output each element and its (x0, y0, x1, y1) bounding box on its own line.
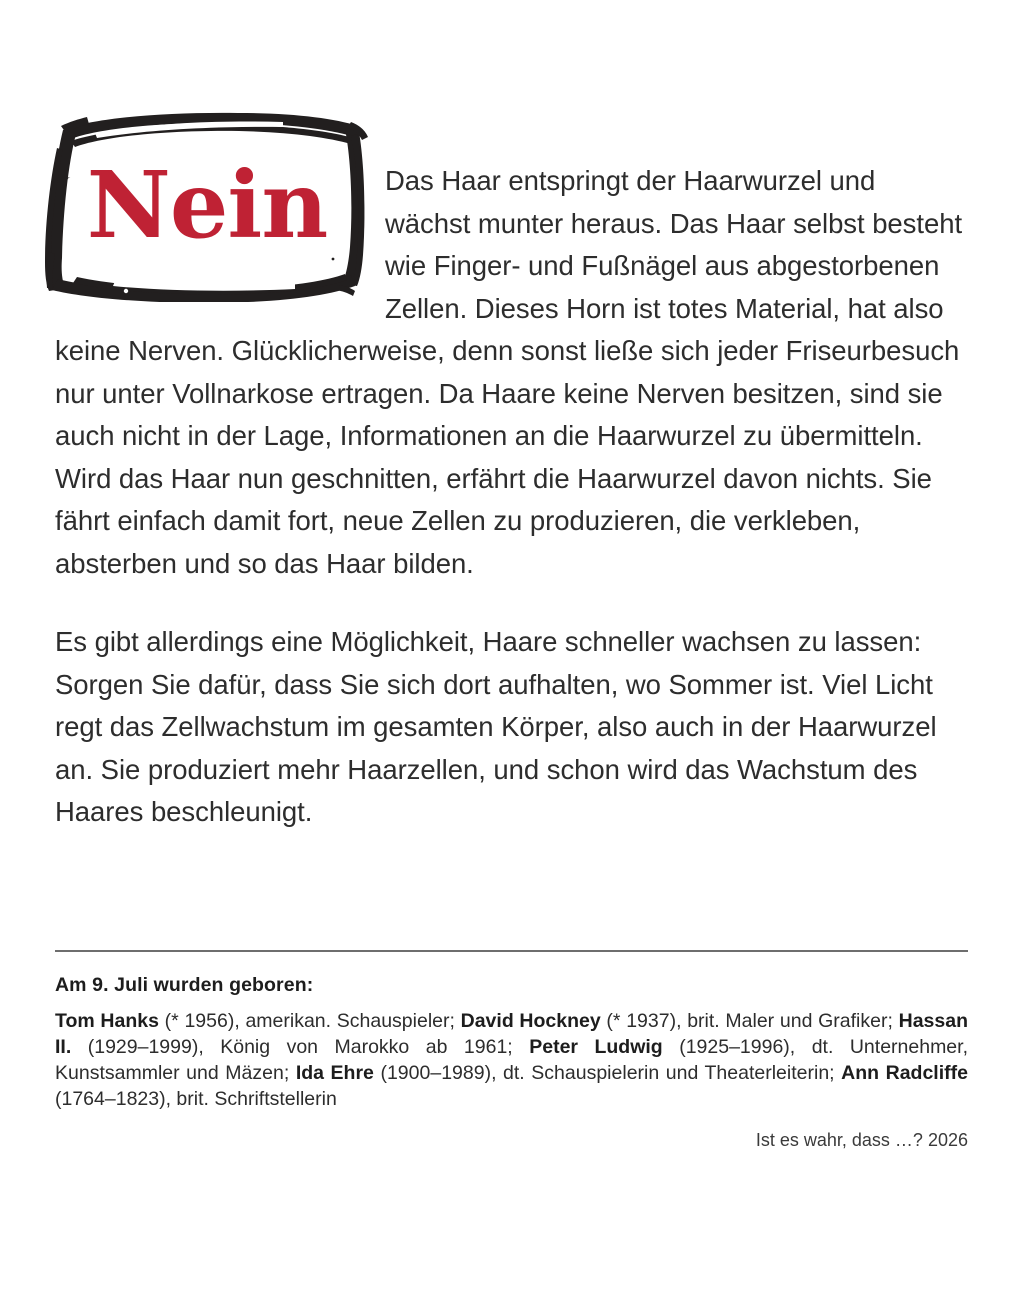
birthday-person-name: David Hockney (460, 1010, 601, 1032)
birthday-person-name: Peter Ludwig (529, 1036, 663, 1058)
birthday-person-detail: (* 1956), amerikan. Schauspieler; (158, 1010, 461, 1032)
birthday-person-name: Hassan II. (55, 1010, 968, 1058)
badge-text-wrap-spacer (55, 160, 385, 308)
footer (55, 950, 968, 1112)
birthday-person-name: Ann Radcliffe (841, 1062, 968, 1084)
paragraph-2: Es gibt allerdings eine Möglichkeit, Haare schneller wachsen zu lassen: Sorgen Sie dafür, dass Sie sich dort aufhalten, wo Sommer ist. Viel Licht regt das Zellwachstum im gesamten Körper, also auch in der Haarwurzel an. Sie produziert mehr Haarzellen, und schon wird das Wachstum des Haares beschleunigt. (55, 626, 937, 827)
article-body (55, 160, 967, 834)
birthday-person-name: Tom Hanks (55, 1010, 159, 1032)
birthday-person-detail: (1900–1989), dt. Schauspielerin und Theaterleiterin; (373, 1062, 842, 1084)
footer-divider (55, 950, 968, 952)
imprint-line: Ist es wahr, dass …? 2026 (755, 1130, 968, 1150)
paragraph-1 (55, 160, 967, 585)
birthday-person-name: Ida Ehre (295, 1062, 374, 1084)
paragraph-1-text: Das Haar entspringt der Haarwurzel und wächst munter heraus. Das Haar selbst besteht wie Finger- und Fußnägel aus abgestorbenen Zellen. Dieses Horn ist totes Material, hat also keine Nerven. Glücklicherweise, denn sonst ließe sich jeder Friseurbesuch nur unter Vollnarkose ertragen. Da Haare keine Nerven besitzen, sind sie auch nicht in der Lage, Informationen an die Haarwurzel zu übermitteln. Wird das Haar nun geschnitten, erfährt die Haarwurzel davon nichts. Sie fährt einfach damit fort, neue Zellen zu produzieren, die verkleben, absterben und so das Haar bilden. (55, 165, 963, 579)
birthday-list (55, 1008, 968, 1112)
birthday-heading: Am 9. Juli wurden geboren: (55, 974, 314, 996)
birthday-person-detail: (1764–1823), brit. Schriftstellerin (55, 1088, 337, 1110)
birthday-person-detail: (1929–1999), König von Marokko ab 1961; (71, 1036, 530, 1058)
answer-badge-label: Nein (86, 151, 328, 259)
birthday-person-detail: (1925–1996), dt. Unternehmer, Kunstsammler und Mäzen; (55, 1036, 968, 1084)
birthday-person-detail: (* 1937), brit. Maler und Grafiker; (600, 1010, 899, 1032)
